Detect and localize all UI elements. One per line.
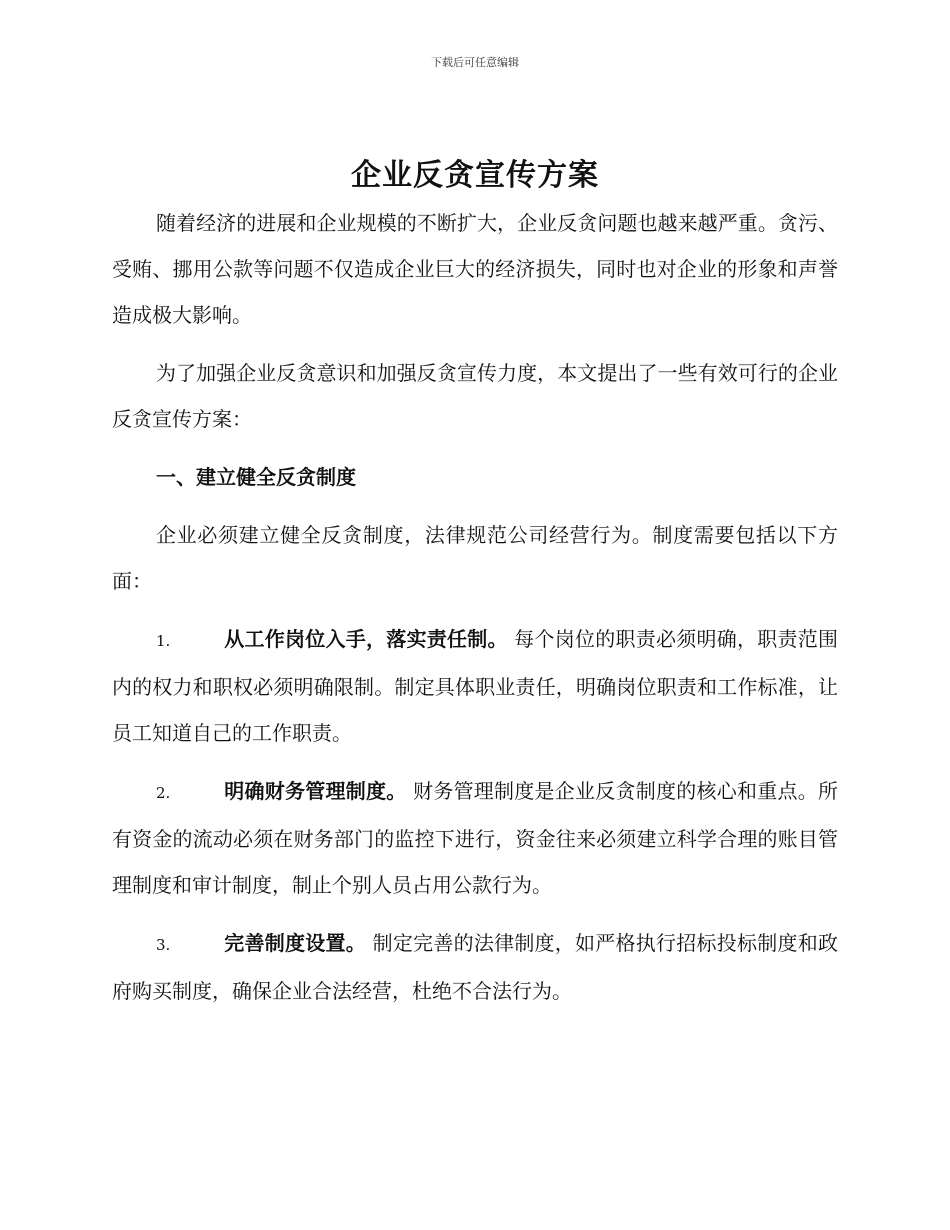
- list-item-number: 2.: [156, 784, 171, 802]
- intro-paragraph: 随着经济的进展和企业规模的不断扩大，企业反贪问题也越来越严重。贪污、受贿、挪用公款等问题不仅造成企业巨大的经济损失，同时也对企业的形象和声誉造成极大影响。: [112, 211, 838, 327]
- list-item-text: 财务管理制度是企业反贪制度的核心和重点。所有资金的流动必须在财务部门的监控下进行，资金往来必须建立科学合理的账目管理制度和审计制度，制止个别人员占用公款行为。: [112, 779, 839, 897]
- list-item-lead: 从工作岗位入手，落实责任制。: [224, 627, 508, 651]
- purpose-paragraph: 为了加强企业反贪意识和加强反贪宣传力度，本文提出了一些有效可行的企业反贪宣传方案：: [112, 361, 838, 431]
- section-intro-paragraph: 企业必须建立健全反贪制度，法律规范公司经营行为。制度需要包括以下方面：: [112, 523, 838, 593]
- list-item: [112, 768, 838, 908]
- list-item: [112, 616, 838, 756]
- list-item-number: 1.: [156, 632, 171, 650]
- list-item-text: 每个岗位的职责必须明确，职责范围内的权力和职权必须明确限制。制定具体职业责任，明确岗位职责和工作标准，让员工知道自己的工作职责。: [112, 627, 839, 745]
- document-body: [112, 200, 838, 1026]
- list-item-lead: 明确财务管理制度。: [224, 779, 407, 803]
- section-heading: 一、建立健全反贪制度: [156, 465, 356, 489]
- list-item: [112, 920, 838, 1014]
- header-note: 下载后可任意编辑: [431, 56, 519, 69]
- list-item-number: 3.: [156, 936, 171, 954]
- list-item-text: 制定完善的法律制度，如严格执行招标投标制度和政府购买制度，确保企业合法经营，杜绝不合法行为。: [112, 931, 839, 1003]
- document-title: 企业反贪宣传方案: [351, 158, 599, 193]
- list-item-lead: 完善制度设置。: [224, 931, 366, 955]
